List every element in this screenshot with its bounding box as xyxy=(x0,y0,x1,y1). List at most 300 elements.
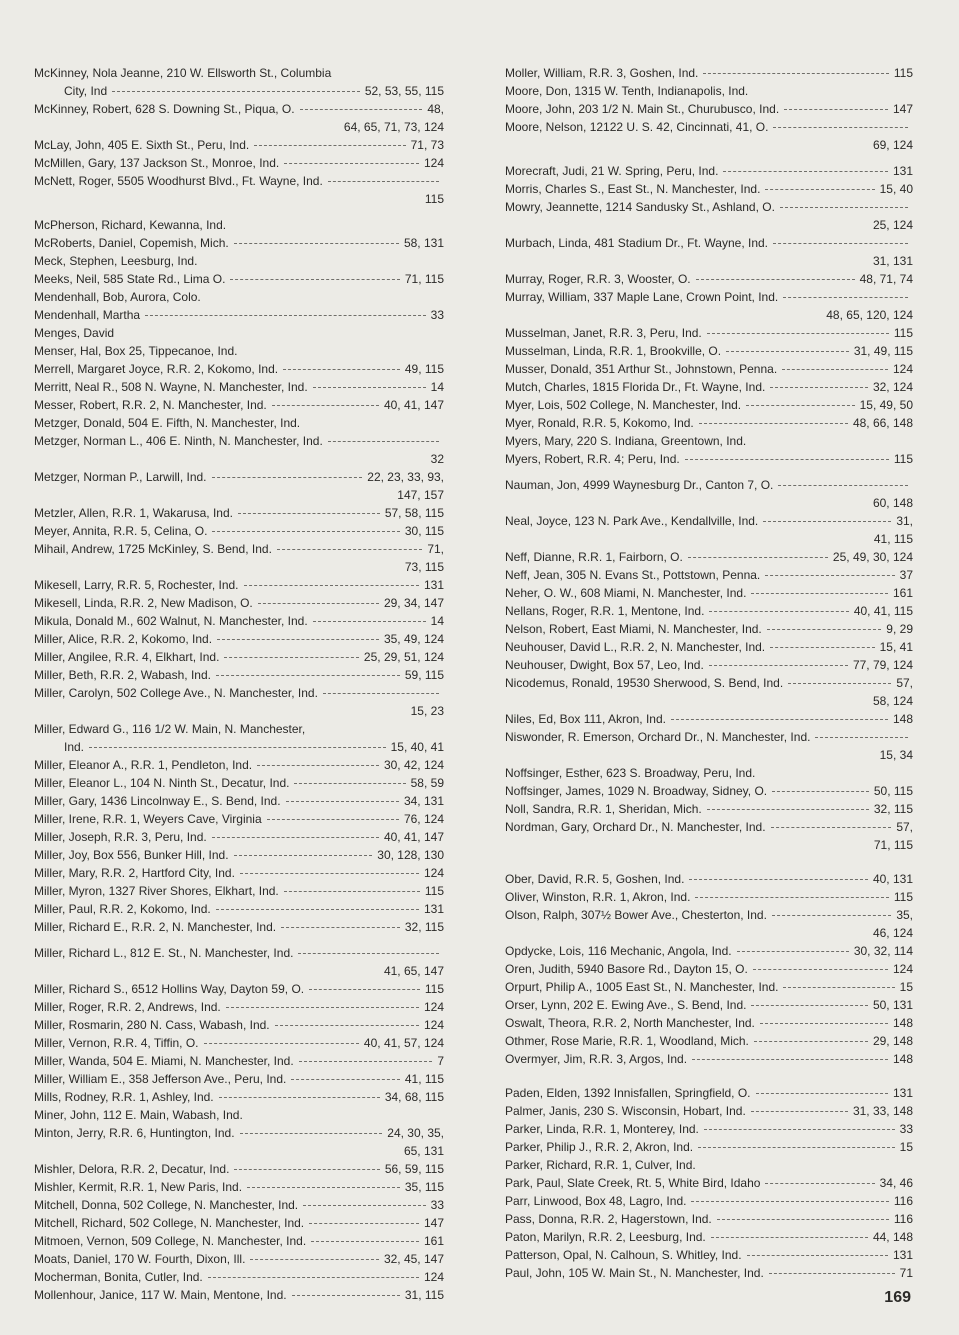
right-column xyxy=(505,64,913,1282)
directory-entry xyxy=(34,1196,444,1214)
directory-entry xyxy=(505,100,913,118)
directory-entry xyxy=(505,1210,913,1228)
page-refs: 41, 115 xyxy=(404,1072,444,1086)
directory-entry xyxy=(34,630,444,648)
entry-name: Niswonder, R. Emerson, Orchard Dr., N. Manchester, Ind. xyxy=(505,730,811,744)
entry-name: Nicodemus, Ronald, 19530 Sherwood, S. Bend, Ind. xyxy=(505,676,784,690)
dot-leader xyxy=(754,1041,868,1042)
page-refs: 58, 124 xyxy=(872,694,913,708)
dot-leader xyxy=(313,621,426,622)
dot-leader xyxy=(240,873,419,874)
page-refs: 56, 59, 115 xyxy=(384,1162,444,1176)
dot-leader xyxy=(772,791,869,792)
dot-leader xyxy=(216,909,419,910)
entry-name: Pass, Donna, R.R. 2, Hagerstown, Ind. xyxy=(505,1212,712,1226)
dot-leader xyxy=(313,387,426,388)
entry-line xyxy=(505,1210,913,1228)
page-refs: 48, 71, 74 xyxy=(859,272,913,286)
dot-leader xyxy=(771,827,892,828)
entry-line xyxy=(34,648,444,666)
entry-name: Menges, David xyxy=(34,326,115,340)
dot-leader xyxy=(756,1093,888,1094)
entry-line xyxy=(505,888,913,906)
dot-leader xyxy=(238,513,380,514)
directory-entry xyxy=(505,1014,913,1032)
dot-leader xyxy=(688,557,828,558)
page-refs: 46, 124 xyxy=(872,926,913,940)
dot-leader xyxy=(277,549,422,550)
directory-entry xyxy=(505,584,913,602)
entry-line xyxy=(505,512,913,530)
dot-leader xyxy=(216,675,400,676)
page-refs: 131 xyxy=(892,1248,913,1262)
dot-leader xyxy=(234,243,399,244)
entry-name: Nauman, Jon, 4999 Waynesburg Dr., Canton 7, O. xyxy=(505,478,774,492)
dot-leader xyxy=(767,629,882,630)
entry-line xyxy=(505,656,913,674)
page-refs: 131 xyxy=(892,164,913,178)
dot-leader xyxy=(244,585,419,586)
entry-line xyxy=(34,1016,444,1034)
entry-name: Nordman, Gary, Orchard Dr., N. Manchester, Ind. xyxy=(505,820,766,834)
entry-name: Miller, Irene, R.R. 1, Weyers Cave, Virginia xyxy=(34,812,262,826)
entry-name: Miller, Richard L., 812 E. St., N. Manchester, Ind. xyxy=(34,946,294,960)
page-refs: 124 xyxy=(423,1018,444,1032)
dot-leader xyxy=(709,611,848,612)
entry-name: Miner, John, 112 E. Main, Wabash, Ind. xyxy=(34,1108,243,1122)
directory-entry xyxy=(34,980,444,998)
page-refs: 30, 115 xyxy=(404,524,444,538)
page-refs: 124 xyxy=(892,962,913,976)
entry-line xyxy=(34,342,444,360)
dot-leader xyxy=(275,1025,419,1026)
entry-name: McKinney, Robert, 628 S. Downing St., Piqua, O. xyxy=(34,102,295,116)
page-refs: 31, 49, 115 xyxy=(853,344,913,358)
entry-name: Opdycke, Lois, 116 Mechanic, Angola, Ind. xyxy=(505,944,732,958)
entry-name: Othmer, Rose Marie, R.R. 1, Woodland, Mich. xyxy=(505,1034,749,1048)
entry-line xyxy=(505,100,913,118)
entry-name: Niles, Ed, Box 111, Akron, Ind. xyxy=(505,712,666,726)
entry-name: Miller, Paul, R.R. 2, Kokomo, Ind. xyxy=(34,902,211,916)
page-refs: 14 xyxy=(430,380,444,394)
entry-line xyxy=(505,978,913,996)
entry-name: Mocherman, Bonita, Cutler, Ind. xyxy=(34,1270,203,1284)
entry-line xyxy=(34,810,444,828)
entry-name: Mishler, Kermit, R.R. 1, New Paris, Ind. xyxy=(34,1180,243,1194)
entry-name: Moore, Nelson, 12122 U. S. 42, Cincinnati, 41, O. xyxy=(505,120,769,134)
page-refs: 32, 124 xyxy=(872,380,913,394)
dot-leader xyxy=(212,477,363,478)
entry-line xyxy=(34,846,444,864)
page-refs: 58, 131 xyxy=(403,236,444,250)
dot-leader xyxy=(698,1147,895,1148)
directory-entry xyxy=(34,1178,444,1196)
entry-line xyxy=(505,996,913,1014)
page-refs: 71, 115 xyxy=(404,272,444,286)
dot-leader xyxy=(783,987,894,988)
entry-line xyxy=(34,360,444,378)
entry-name: Mills, Rodney, R.R. 1, Ashley, Ind. xyxy=(34,1090,214,1104)
entry-line xyxy=(34,1196,444,1214)
entry-line xyxy=(34,522,444,540)
entry-line xyxy=(505,1120,913,1138)
directory-entry xyxy=(34,342,444,360)
entry-name: Neuhouser, Dwight, Box 57, Leo, Ind. xyxy=(505,658,704,672)
page-refs: 65, 131 xyxy=(403,1144,444,1158)
entry-name: Miller, Vernon, R.R. 4, Tiffin, O. xyxy=(34,1036,199,1050)
entry-name: Patterson, Opal, N. Calhoun, S. Whitley, Ind. xyxy=(505,1248,742,1262)
entry-name: McLay, John, 405 E. Sixth St., Peru, Ind. xyxy=(34,138,250,152)
page-refs: 71, xyxy=(427,542,444,556)
page-refs: 116 xyxy=(893,1194,913,1208)
entry-line xyxy=(34,944,444,962)
entry-name: Paton, Marilyn, R.R. 2, Leesburg, Ind. xyxy=(505,1230,706,1244)
directory-entry xyxy=(505,396,913,414)
page-refs: 148 xyxy=(892,1052,913,1066)
dot-leader xyxy=(788,683,891,684)
directory-entry xyxy=(505,512,913,548)
directory-entry xyxy=(505,288,913,324)
directory-entry xyxy=(505,432,913,450)
entry-line xyxy=(34,432,444,450)
directory-entry xyxy=(34,594,444,612)
entry-line xyxy=(505,800,913,818)
dot-leader xyxy=(751,1111,848,1112)
entry-name: Murbach, Linda, 481 Stadium Dr., Ft. Wayne, Ind. xyxy=(505,236,769,250)
entry-line xyxy=(505,782,913,800)
directory-entry xyxy=(34,648,444,666)
dot-leader xyxy=(298,953,439,954)
dot-leader xyxy=(709,665,848,666)
entry-line xyxy=(505,638,913,656)
directory-entry xyxy=(505,1138,913,1156)
entry-line xyxy=(505,1156,913,1174)
page-refs: 57, xyxy=(896,676,913,690)
directory-entry xyxy=(505,1228,913,1246)
directory-entry xyxy=(505,1264,913,1282)
entry-name: Neuhouser, David L., R.R. 2, N. Manchester, Ind. xyxy=(505,640,766,654)
directory-entry xyxy=(505,1050,913,1068)
dot-leader xyxy=(145,315,426,316)
page-refs: 44, 148 xyxy=(872,1230,913,1244)
dot-leader xyxy=(707,809,869,810)
page-refs: 37 xyxy=(899,568,913,582)
entry-line xyxy=(34,1124,444,1142)
entry-line xyxy=(34,900,444,918)
directory-entry xyxy=(34,378,444,396)
entry-line xyxy=(34,882,444,900)
dot-leader xyxy=(247,1187,400,1188)
page-refs: 115 xyxy=(424,884,444,898)
entry-line xyxy=(505,1174,913,1192)
entry-name: Merritt, Neal R., 508 N. Wayne, N. Manchester, Ind. xyxy=(34,380,308,394)
entry-name: Oren, Judith, 5940 Basore Rd., Dayton 15, O. xyxy=(505,962,748,976)
entry-line xyxy=(505,1192,913,1210)
entry-name: Miller, Myron, 1327 River Shores, Elkhart, Ind. xyxy=(34,884,279,898)
dot-leader xyxy=(300,109,423,110)
entry-line xyxy=(34,414,444,432)
entry-line xyxy=(34,828,444,846)
directory-entry xyxy=(34,136,444,154)
directory-entry xyxy=(34,1016,444,1034)
entry-line xyxy=(34,576,444,594)
entry-name: Merrell, Margaret Joyce, R.R. 2, Kokomo, Ind. xyxy=(34,362,279,376)
page-refs: 40, 131 xyxy=(872,872,913,886)
entry-line xyxy=(505,1264,913,1282)
dot-leader xyxy=(765,189,874,190)
dot-leader xyxy=(234,855,373,856)
page-number: 169 xyxy=(884,1289,911,1306)
entry-name: Miller, Richard E., R.R. 2, N. Manchester, Ind. xyxy=(34,920,277,934)
entry-line xyxy=(505,764,913,782)
dot-leader xyxy=(257,765,379,766)
directory-entry xyxy=(34,540,444,576)
entry-name: Mikesell, Larry, R.R. 5, Rochester, Ind. xyxy=(34,578,239,592)
dot-leader xyxy=(224,657,359,658)
entry-line xyxy=(505,180,913,198)
entry-name: Metzger, Donald, 504 E. Fifth, N. Manchester, Ind. xyxy=(34,416,301,430)
directory-entry xyxy=(34,792,444,810)
entry-line xyxy=(505,360,913,378)
directory-entry xyxy=(34,324,444,342)
entry-name: Parker, Richard, R.R. 1, Culver, Ind. xyxy=(505,1158,696,1172)
entry-name: Nelson, Robert, East Miami, N. Manchester, Ind. xyxy=(505,622,762,636)
entry-line xyxy=(505,960,913,978)
directory-entry xyxy=(505,476,913,512)
entry-line xyxy=(34,1070,444,1088)
entry-name: Miller, Eleanor A., R.R. 1, Pendleton, Ind. xyxy=(34,758,253,772)
directory-entry xyxy=(505,674,913,710)
directory-entry xyxy=(505,1120,913,1138)
dot-leader xyxy=(240,1133,383,1134)
entry-name: Metzger, Norman P., Larwill, Ind. xyxy=(34,470,207,484)
page-refs: 41, 115 xyxy=(873,532,913,546)
page-refs: 76, 124 xyxy=(403,812,444,826)
page-refs: 64, 65, 71, 73, 124 xyxy=(343,120,444,134)
entry-name: Mitchell, Donna, 502 College, N. Manchester, Ind. xyxy=(34,1198,299,1212)
entry-name: Myers, Mary, 220 S. Indiana, Greentown, Ind. xyxy=(505,434,747,448)
entry-line xyxy=(34,324,444,342)
entry-name: Oswalt, Theora, R.R. 2, North Manchester, Ind. xyxy=(505,1016,755,1030)
directory-entry xyxy=(505,1102,913,1120)
entry-name: Meck, Stephen, Leesburg, Ind. xyxy=(34,254,198,268)
entry-name: Miller, Joy, Box 556, Bunker Hill, Ind. xyxy=(34,848,229,862)
page-refs: 57, xyxy=(896,820,913,834)
directory-entry xyxy=(505,942,913,960)
dot-leader xyxy=(770,387,868,388)
entry-line xyxy=(34,234,444,252)
entry-line xyxy=(34,1160,444,1178)
directory-entry xyxy=(505,270,913,288)
entry-line xyxy=(505,476,913,494)
dot-leader xyxy=(217,639,379,640)
entry-line xyxy=(505,118,913,136)
page-refs: 116 xyxy=(893,1212,913,1226)
entry-line xyxy=(34,1052,444,1070)
entry-line xyxy=(34,540,444,558)
entry-line xyxy=(34,270,444,288)
entry-line xyxy=(505,620,913,638)
dot-leader xyxy=(291,1079,400,1080)
directory-entry xyxy=(34,1250,444,1268)
page-refs: 131 xyxy=(892,1086,913,1100)
entry-name: Neal, Joyce, 123 N. Park Ave., Kendallville, Ind. xyxy=(505,514,759,528)
dot-leader xyxy=(671,719,888,720)
entry-line xyxy=(34,100,444,118)
entry-line xyxy=(34,738,444,756)
entry-name: Noffsinger, Esther, 623 S. Broadway, Peru, Ind. xyxy=(505,766,756,780)
entry-name: Orser, Lynn, 202 E. Ewing Ave., S. Bend, Ind. xyxy=(505,998,747,1012)
directory-entry xyxy=(34,1268,444,1286)
directory-entry xyxy=(34,918,444,936)
page-refs: 59, 115 xyxy=(404,668,444,682)
entry-line xyxy=(505,198,913,216)
directory-entry xyxy=(505,960,913,978)
page-refs: 50, 115 xyxy=(873,784,913,798)
entry-line xyxy=(505,342,913,360)
entry-name: Miller, Wanda, 504 E. Miami, N. Manchester, Ind. xyxy=(34,1054,294,1068)
dot-leader xyxy=(311,1241,419,1242)
entry-line xyxy=(505,270,913,288)
dot-leader xyxy=(773,243,908,244)
dot-leader xyxy=(780,207,908,208)
directory-entry xyxy=(34,1160,444,1178)
page-refs: 115 xyxy=(424,982,444,996)
dot-leader xyxy=(769,1273,895,1274)
entry-line xyxy=(505,1032,913,1050)
entry-line xyxy=(34,396,444,414)
directory-entry xyxy=(34,944,444,980)
entry-name: Mowry, Jeannette, 1214 Sandusky St., Ashland, O. xyxy=(505,200,775,214)
page-refs: 147 xyxy=(423,1216,444,1230)
page-refs: 34, 131 xyxy=(403,794,444,808)
directory-entry xyxy=(34,864,444,882)
entry-line xyxy=(34,1106,444,1124)
page-refs: 30, 42, 124 xyxy=(383,758,444,772)
dot-leader xyxy=(746,405,854,406)
page-refs: 14 xyxy=(430,614,444,628)
entry-name: Parker, Linda, R.R. 1, Monterey, Ind. xyxy=(505,1122,699,1136)
entry-line xyxy=(34,1286,444,1304)
dot-leader xyxy=(782,369,888,370)
dot-leader xyxy=(707,333,889,334)
page-refs: 52, 53, 55, 115 xyxy=(364,84,444,98)
dot-leader xyxy=(284,163,419,164)
page-refs: 57, 58, 115 xyxy=(384,506,444,520)
page-refs: 15, 34 xyxy=(879,748,913,762)
dot-leader xyxy=(689,879,868,880)
dot-leader xyxy=(212,837,379,838)
page-refs: 15, 23 xyxy=(410,704,444,718)
entry-line xyxy=(34,252,444,270)
dot-leader xyxy=(328,181,439,182)
directory-entry xyxy=(34,1124,444,1160)
directory-entry xyxy=(34,1286,444,1304)
page-refs: 15 xyxy=(899,1140,913,1154)
entry-line xyxy=(34,1178,444,1196)
directory-entry xyxy=(505,906,913,942)
directory-entry xyxy=(34,522,444,540)
dot-leader xyxy=(323,693,439,694)
page-refs: 30, 128, 130 xyxy=(377,848,444,862)
page-refs: 29, 34, 147 xyxy=(383,596,444,610)
entry-line xyxy=(34,774,444,792)
entry-line xyxy=(505,728,913,746)
left-column xyxy=(34,64,444,1304)
entry-line xyxy=(34,720,444,738)
page-refs: 148 xyxy=(892,712,913,726)
entry-line xyxy=(505,324,913,342)
entry-name: Ober, David, R.R. 5, Goshen, Ind. xyxy=(505,872,685,886)
directory-entry xyxy=(34,306,444,324)
page-refs: 58, 59 xyxy=(410,776,444,790)
dot-leader xyxy=(292,1295,400,1296)
dot-leader xyxy=(703,73,888,74)
directory-entry xyxy=(505,1032,913,1050)
entry-line xyxy=(505,942,913,960)
page-refs: 25, 49, 30, 124 xyxy=(832,550,913,564)
entry-name: Paden, Elden, 1392 Innisfallen, Springfield, O. xyxy=(505,1086,751,1100)
dot-leader xyxy=(89,747,386,748)
dot-leader xyxy=(760,1023,888,1024)
page-refs: 41, 65, 147 xyxy=(383,964,444,978)
entry-name: McNett, Roger, 5505 Woodhurst Blvd., Ft. Wayne, Ind. xyxy=(34,174,323,188)
entry-name: Musser, Donald, 351 Arthur St., Johnstown, Penna. xyxy=(505,362,778,376)
dot-leader xyxy=(765,575,894,576)
entry-name: Myers, Robert, R.R. 4; Peru, Ind. xyxy=(505,452,680,466)
page-refs: 34, 46 xyxy=(879,1176,913,1190)
entry-name: Meyer, Annita, R.R. 5, Celina, O. xyxy=(34,524,208,538)
entry-line xyxy=(34,666,444,684)
entry-name: Metzger, Norman L., 406 E. Ninth, N. Manchester, Ind. xyxy=(34,434,323,448)
page-refs: 15, 40 xyxy=(879,182,913,196)
dot-leader xyxy=(685,459,889,460)
dot-leader xyxy=(737,951,849,952)
entry-line xyxy=(505,602,913,620)
entry-name: Meeks, Neil, 585 State Rd., Lima O. xyxy=(34,272,226,286)
directory-entry xyxy=(505,118,913,154)
directory-entry xyxy=(34,576,444,594)
directory-entry xyxy=(505,548,913,566)
page-refs: 147 xyxy=(892,102,913,116)
entry-name: Morris, Charles S., East St., N. Manchester, Ind. xyxy=(505,182,761,196)
directory-entry xyxy=(34,720,444,756)
entry-name: Moats, Daniel, 170 W. Fourth, Dixon, Ill. xyxy=(34,1252,246,1266)
entry-name: Mitchell, Richard, 502 College, N. Manchester, Ind. xyxy=(34,1216,305,1230)
entry-name: Mihail, Andrew, 1725 McKinley, S. Bend, Ind. xyxy=(34,542,272,556)
entry-name: Miller, Edward G., 116 1/2 W. Main, N. Manchester, xyxy=(34,722,306,736)
entry-name: Mikula, Donald M., 602 Walnut, N. Manchester, Ind. xyxy=(34,614,308,628)
entry-line xyxy=(505,584,913,602)
entry-line xyxy=(34,1250,444,1268)
entry-line xyxy=(505,162,913,180)
entry-name: Moller, William, R.R. 3, Goshen, Ind. xyxy=(505,66,699,80)
directory-entry xyxy=(34,288,444,306)
page-refs: 49, 115 xyxy=(404,362,444,376)
directory-entry xyxy=(505,324,913,342)
directory-entry xyxy=(505,978,913,996)
entry-name: Mollenhour, Janice, 117 W. Main, Mentone, Ind. xyxy=(34,1288,287,1302)
directory-entry xyxy=(34,216,444,234)
page-refs: 115 xyxy=(893,452,913,466)
directory-entry xyxy=(34,1106,444,1124)
entry-name: McPherson, Richard, Kewanna, Ind. xyxy=(34,218,227,232)
dot-leader xyxy=(723,171,888,172)
directory-entry xyxy=(34,998,444,1016)
directory-entry xyxy=(34,774,444,792)
dot-leader xyxy=(770,647,874,648)
page-refs: 15, 40, 41 xyxy=(390,740,444,754)
